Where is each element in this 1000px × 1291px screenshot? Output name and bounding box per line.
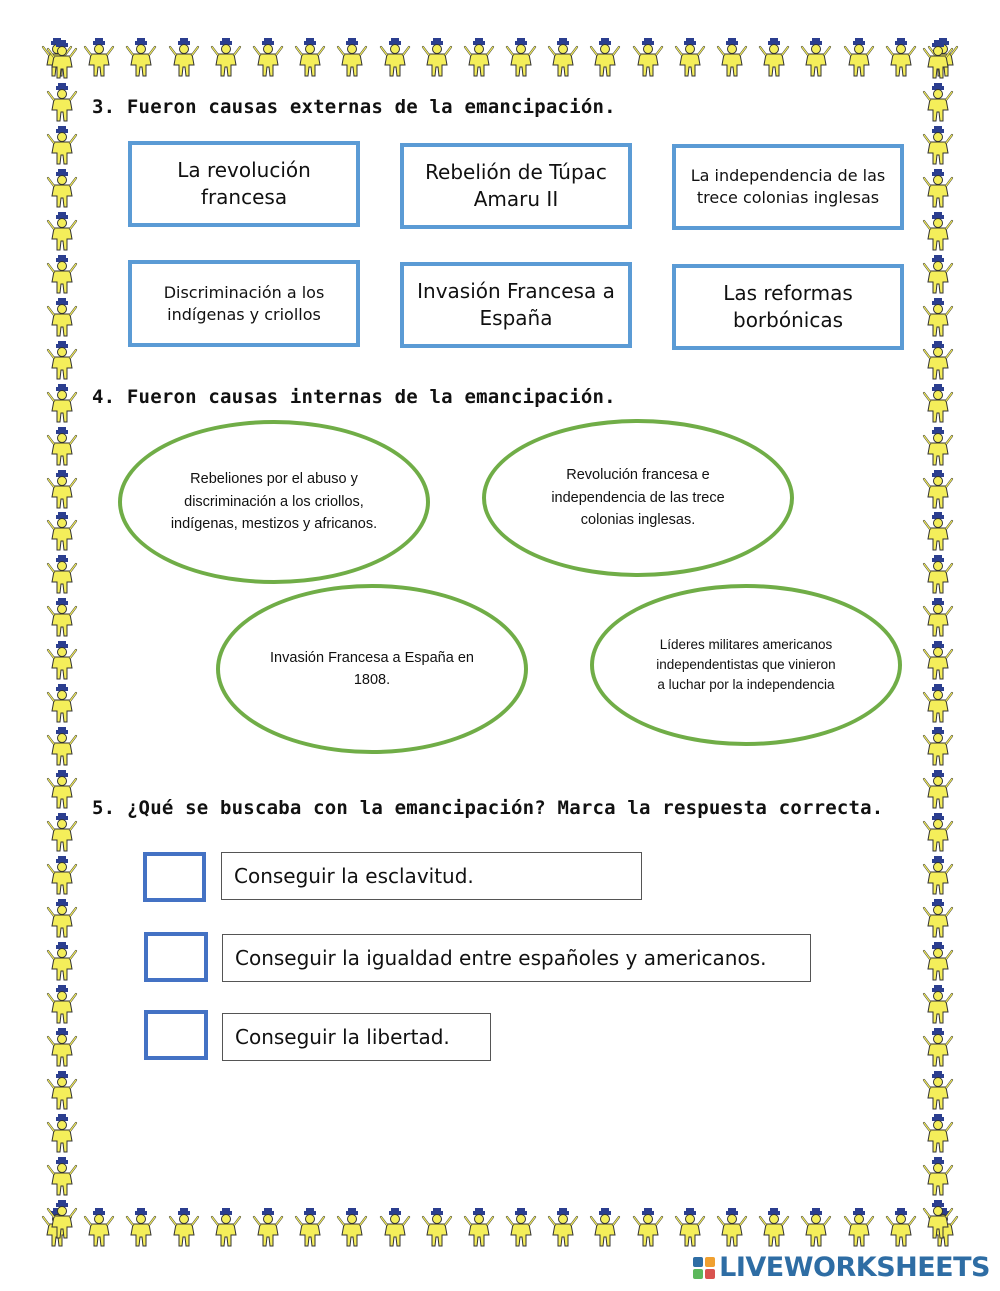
person-icon	[45, 169, 79, 209]
person-icon	[921, 341, 955, 381]
person-icon	[45, 555, 79, 595]
box-label: Invasión Francesa a España	[417, 279, 615, 330]
person-icon	[921, 598, 955, 638]
person-icon	[167, 38, 201, 78]
person-icon	[921, 40, 955, 80]
logo-tile	[693, 1269, 703, 1279]
person-icon	[921, 512, 955, 552]
person-icon	[921, 126, 955, 166]
person-icon	[921, 899, 955, 939]
box-label: La independencia de las trece colonias inglesas	[690, 166, 886, 207]
internal-cause-ellipse[interactable]	[482, 419, 794, 577]
person-icon	[921, 684, 955, 724]
person-icon	[124, 38, 158, 78]
logo-text: LIVEWORKSHEETS	[719, 1252, 990, 1283]
person-icon	[921, 942, 955, 982]
person-icon	[45, 40, 79, 80]
person-icon	[921, 212, 955, 252]
person-icon	[82, 1208, 116, 1248]
person-icon	[462, 38, 496, 78]
person-icon	[546, 38, 580, 78]
person-icon	[715, 1208, 749, 1248]
person-icon	[921, 169, 955, 209]
person-icon	[921, 298, 955, 338]
person-icon	[842, 38, 876, 78]
person-icon	[45, 770, 79, 810]
person-icon	[45, 727, 79, 767]
person-icon	[921, 555, 955, 595]
answer-option	[222, 1013, 491, 1061]
person-icon	[921, 1200, 955, 1240]
person-icon	[45, 1200, 79, 1240]
person-icon	[921, 641, 955, 681]
answer-checkbox[interactable]	[144, 932, 208, 982]
person-icon	[504, 1208, 538, 1248]
internal-cause-ellipse[interactable]	[216, 584, 528, 754]
logo-icon	[693, 1257, 715, 1279]
person-icon	[631, 38, 665, 78]
person-icon	[124, 1208, 158, 1248]
answer-checkbox[interactable]	[143, 852, 206, 902]
person-icon	[588, 1208, 622, 1248]
box-label: Las reformas borbónicas	[723, 281, 853, 332]
person-icon	[921, 470, 955, 510]
logo-tile	[693, 1257, 703, 1267]
person-icon	[757, 38, 791, 78]
answer-option	[222, 934, 811, 982]
person-icon	[921, 255, 955, 295]
person-icon	[673, 1208, 707, 1248]
person-icon	[45, 856, 79, 896]
person-icon	[45, 427, 79, 467]
person-icon	[921, 1157, 955, 1197]
person-icon	[45, 512, 79, 552]
person-icon	[45, 255, 79, 295]
person-icon	[673, 38, 707, 78]
person-icon	[921, 1071, 955, 1111]
person-icon	[45, 126, 79, 166]
person-icon	[45, 684, 79, 724]
section3-heading: 3. Fueron causas externas de la emancipación.	[92, 96, 616, 118]
person-icon	[799, 1208, 833, 1248]
person-icon	[799, 38, 833, 78]
external-cause-box[interactable]	[128, 260, 360, 347]
person-icon	[45, 1071, 79, 1111]
person-icon	[884, 38, 918, 78]
person-icon	[45, 212, 79, 252]
box-label: La revolución francesa	[177, 158, 311, 209]
logo-tile	[705, 1257, 715, 1267]
person-icon	[921, 384, 955, 424]
logo-tile	[705, 1269, 715, 1279]
person-icon	[45, 470, 79, 510]
person-icon	[921, 727, 955, 767]
liveworksheets-logo[interactable]	[693, 1252, 990, 1283]
person-icon	[378, 38, 412, 78]
person-icon	[921, 83, 955, 123]
person-icon	[504, 38, 538, 78]
section4-heading: 4. Fueron causas internas de la emancipación.	[92, 386, 616, 408]
border-left	[42, 40, 82, 1240]
person-icon	[45, 341, 79, 381]
border-right	[918, 40, 958, 1240]
person-icon	[921, 1114, 955, 1154]
person-icon	[921, 427, 955, 467]
ellipse-label: Invasión Francesa a España en 1808.	[270, 649, 474, 688]
person-icon	[921, 856, 955, 896]
person-icon	[251, 1208, 285, 1248]
section5-heading: 5. ¿Qué se buscaba con la emancipación? Marca la respuesta correcta.	[92, 797, 884, 819]
person-icon	[462, 1208, 496, 1248]
external-cause-box[interactable]	[672, 264, 904, 350]
person-icon	[921, 813, 955, 853]
external-cause-box[interactable]	[128, 141, 360, 227]
border-bottom	[40, 1208, 960, 1254]
person-icon	[209, 1208, 243, 1248]
person-icon	[420, 38, 454, 78]
person-icon	[715, 38, 749, 78]
person-icon	[45, 1028, 79, 1068]
person-icon	[45, 1114, 79, 1154]
border-top	[40, 38, 960, 84]
person-icon	[45, 641, 79, 681]
person-icon	[82, 38, 116, 78]
person-icon	[45, 384, 79, 424]
box-label: Rebelión de Túpac Amaru II	[425, 160, 607, 211]
person-icon	[45, 942, 79, 982]
person-icon	[45, 1157, 79, 1197]
person-icon	[420, 1208, 454, 1248]
person-icon	[921, 1028, 955, 1068]
person-icon	[45, 899, 79, 939]
external-cause-box[interactable]	[400, 262, 632, 348]
person-icon	[167, 1208, 201, 1248]
person-icon	[45, 813, 79, 853]
external-cause-box[interactable]	[400, 143, 632, 229]
answer-label: Conseguir la esclavitud.	[234, 864, 474, 888]
answer-checkbox[interactable]	[144, 1010, 208, 1060]
external-cause-box[interactable]	[672, 144, 904, 230]
person-icon	[209, 38, 243, 78]
ellipse-label: Rebeliones por el abuso y discriminación a los criollos, indígenas, mestizos y africanos.	[170, 471, 378, 533]
ellipse-label: Revolución francesa e independencia de las trece colonias inglesas.	[551, 467, 725, 529]
person-icon	[588, 38, 622, 78]
person-icon	[921, 770, 955, 810]
person-icon	[842, 1208, 876, 1248]
person-icon	[757, 1208, 791, 1248]
person-icon	[631, 1208, 665, 1248]
person-icon	[293, 1208, 327, 1248]
person-icon	[45, 298, 79, 338]
person-icon	[45, 598, 79, 638]
internal-cause-ellipse[interactable]	[590, 584, 902, 746]
person-icon	[335, 1208, 369, 1248]
person-icon	[546, 1208, 580, 1248]
answer-label: Conseguir la igualdad entre españoles y americanos.	[235, 946, 767, 970]
person-icon	[884, 1208, 918, 1248]
person-icon	[921, 985, 955, 1025]
internal-cause-ellipse[interactable]	[118, 420, 430, 584]
answer-label: Conseguir la libertad.	[235, 1025, 450, 1049]
person-icon	[378, 1208, 412, 1248]
box-label: Discriminación a los indígenas y criollos	[163, 282, 325, 324]
answer-option	[221, 852, 642, 900]
ellipse-label: Líderes militares americanos independentistas que vinieron a luchar por la independencia	[656, 636, 836, 693]
person-icon	[45, 83, 79, 123]
person-icon	[45, 985, 79, 1025]
person-icon	[293, 38, 327, 78]
person-icon	[335, 38, 369, 78]
person-icon	[251, 38, 285, 78]
